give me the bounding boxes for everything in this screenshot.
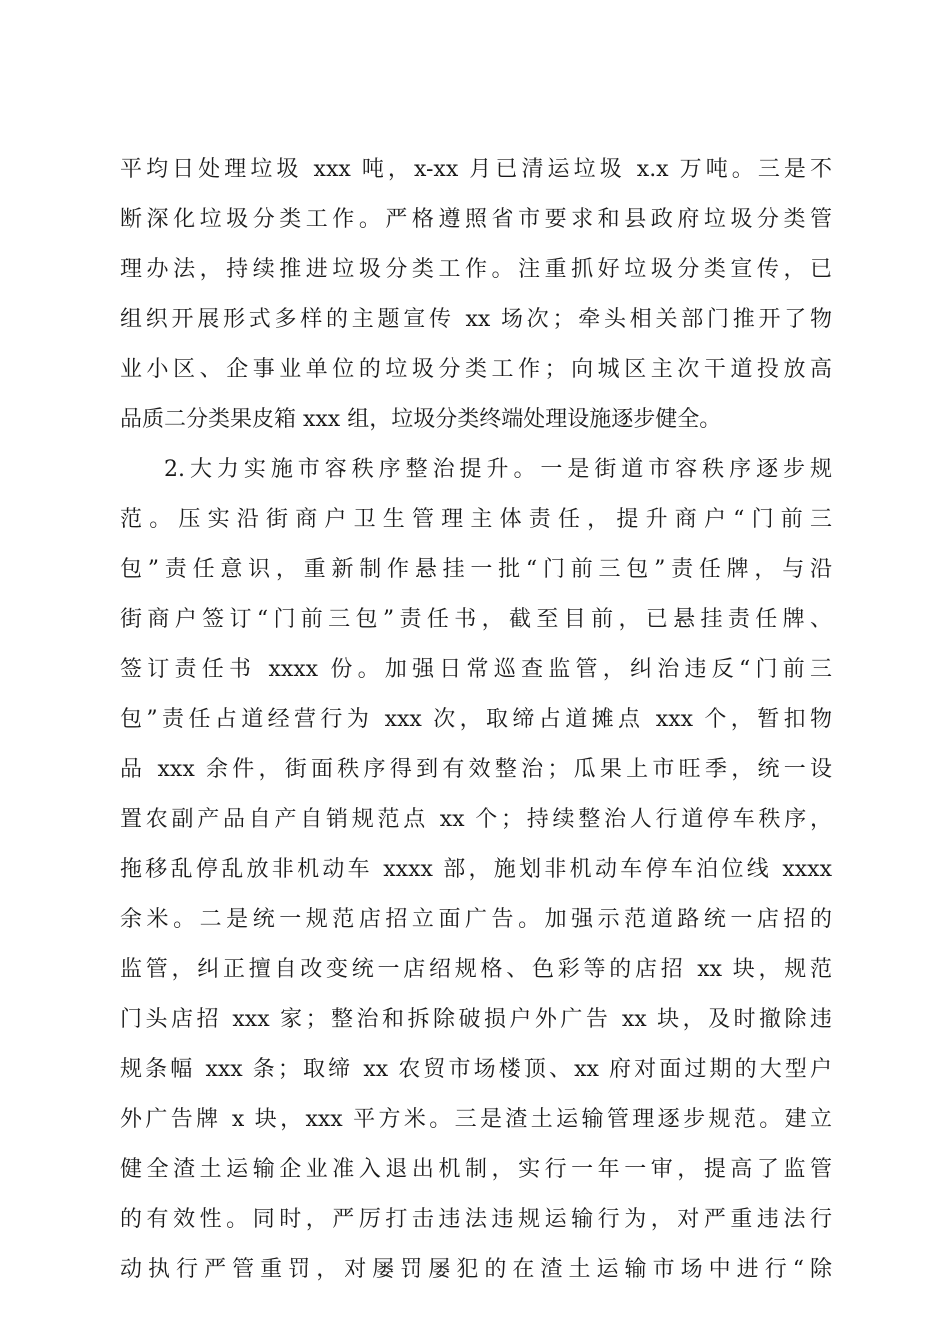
text-line: 动执行严管重罚，对屡罚屡犯的在渣土运输市场中进行“除 bbox=[120, 1257, 832, 1282]
text-line: 监管，纠正擅自改变统一店绍规格、色彩等的店招 xx 块，规范 bbox=[120, 957, 832, 982]
text-line: 健全渣土运输企业准入退出机制，实行一年一审，提高了监管 bbox=[120, 1157, 832, 1182]
text-line: 的有效性。同时，严厉打击违法违规运输行为，对严重违法行 bbox=[120, 1207, 832, 1232]
text-line: 断深化垃圾分类工作。严格遵照省市要求和县政府垃圾分类管 bbox=[120, 207, 832, 232]
text-line: 品质二分类果皮箱 xxx 组，垃圾分类终端处理设施逐步健全。 bbox=[120, 407, 722, 432]
text-line: 理办法，持续推进垃圾分类工作。注重抓好垃圾分类宣传，已 bbox=[120, 257, 832, 282]
text-line: 业小区、企事业单位的垃圾分类工作；向城区主次干道投放高 bbox=[120, 357, 832, 382]
text-line: 街商户签订“门前三包”责任书，截至目前，已悬挂责任牌、 bbox=[120, 607, 832, 632]
text-line: 置农副产品自产自销规范点 xx 个；持续整治人行道停车秩序， bbox=[120, 807, 832, 832]
text-line: 签订责任书 xxxx 份。加强日常巡查监管，纠治违反“门前三 bbox=[120, 657, 832, 682]
text-line: 门头店招 xxx 家；整治和拆除破损户外广告 xx 块，及时撤除违 bbox=[120, 1007, 832, 1032]
text-line: 外广告牌 x 块，xxx 平方米。三是渣土运输管理逐步规范。建立 bbox=[120, 1107, 832, 1132]
section-heading-line: 2.大力实施市容秩序整治提升。一是街道市容秩序逐步规 bbox=[164, 457, 832, 482]
text-line: 规条幅 xxx 条；取缔 xx 农贸市场楼顶、xx 府对面过期的大型户 bbox=[120, 1057, 832, 1082]
text-line: 包”责任占道经营行为 xxx 次，取缔占道摊点 xxx 个，暂扣物 bbox=[120, 707, 832, 732]
text-line: 组织开展形式多样的主题宣传 xx 场次；牵头相关部门推开了物 bbox=[120, 307, 832, 332]
text-line: 包”责任意识，重新制作悬挂一批“门前三包”责任牌，与沿 bbox=[120, 557, 832, 582]
document-body bbox=[120, 145, 832, 1295]
paragraph-city-order bbox=[120, 445, 832, 1295]
text-line: 品 xxx 余件，街面秩序得到有效整治；瓜果上市旺季，统一设 bbox=[120, 757, 832, 782]
text-line: 拖移乱停乱放非机动车 xxxx 部，施划非机动车停车泊位线 xxxx bbox=[120, 857, 832, 882]
paragraph-garbage-sorting bbox=[120, 145, 832, 445]
text-line: 余米。二是统一规范店招立面广告。加强示范道路统一店招的 bbox=[120, 907, 832, 932]
text-line: 范。压实沿街商户卫生管理主体责任，提升商户“门前三 bbox=[120, 507, 832, 532]
text-line: 平均日处理垃圾 xxx 吨，x-xx 月已清运垃圾 x.x 万吨。三是不 bbox=[120, 157, 832, 182]
